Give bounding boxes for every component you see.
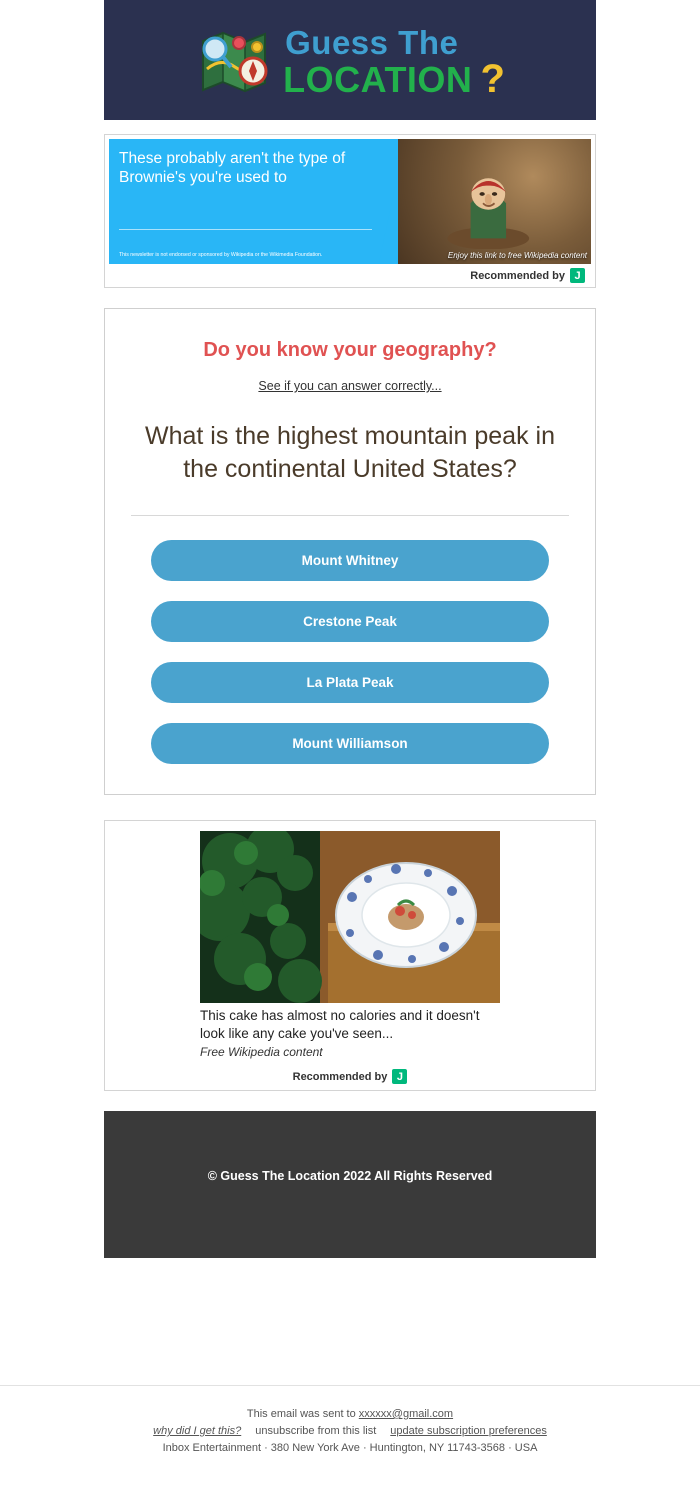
quiz-subtitle[interactable]: See if you can answer correctly... <box>258 379 442 393</box>
logo-question-mark: ? <box>480 56 505 101</box>
top-ad-headline: These probably aren't the type of Brownie's you're used to <box>119 150 346 187</box>
bottom-ad-text <box>200 1007 500 1059</box>
outbrain-badge-icon: J <box>570 268 585 283</box>
cake-photo-illustration <box>200 831 500 1003</box>
map-compass-icon <box>195 23 273 101</box>
mailing-address: Inbox Entertainment · 380 New York Ave · Huntington, NY 11743-3568 · USA <box>162 1442 538 1454</box>
bottom-advertisement[interactable] <box>104 820 596 1091</box>
top-ad-banner[interactable] <box>109 139 591 264</box>
quiz-card <box>104 308 596 795</box>
sent-to-label: This email was sent to <box>246 1408 359 1420</box>
copyright-text: © Guess The Location 2022 All Rights Reserved <box>207 1169 493 1184</box>
recommended-by-label: Recommended by <box>292 1070 388 1083</box>
sent-to-line <box>0 1408 700 1420</box>
top-ad-divider <box>119 229 372 230</box>
top-ad-image <box>398 139 591 264</box>
logo-text <box>283 23 505 101</box>
top-ad-image-caption: Enjoy this link to free Wikipedia content <box>447 251 587 260</box>
update-preferences-link[interactable]: update subscription preferences <box>390 1425 547 1437</box>
logo-guess-text: Guess The <box>285 23 459 61</box>
top-ad-disclaimer: This newsletter is not endorsed or sponsored by Wikipedia or the Wikimedia Foundation. <box>119 252 323 258</box>
quiz-question: What is the highest mountain peak in the continental United States? <box>145 422 555 483</box>
recommended-by-label: Recommended by <box>470 269 565 282</box>
email-header <box>104 0 596 120</box>
quiz-divider <box>131 515 569 516</box>
answer-option-3[interactable]: La Plata Peak <box>151 662 549 703</box>
bottom-ad-title[interactable]: This cake has almost no calories and it doesn't look like any cake you've seen... <box>200 1008 480 1042</box>
top-advertisement[interactable] <box>104 134 596 288</box>
bottom-ad-image[interactable] <box>200 831 500 1003</box>
why-did-i-get-this-link[interactable]: why did I get this? <box>153 1425 242 1437</box>
bottom-ad-subtitle: Free Wikipedia content <box>200 1045 323 1060</box>
outbrain-badge-icon: J <box>392 1069 407 1084</box>
bottom-ad-recommended-by[interactable] <box>113 1069 587 1084</box>
logo[interactable] <box>195 23 505 101</box>
unsubscribe-link[interactable]: unsubscribe from this list <box>255 1425 377 1437</box>
logo-location-text: LOCATION <box>283 58 473 100</box>
answer-option-2[interactable]: Crestone Peak <box>151 601 549 642</box>
email-footer-band <box>104 1111 596 1258</box>
legal-links-row <box>0 1425 700 1437</box>
top-ad-recommended-by[interactable] <box>109 264 591 285</box>
quiz-title: Do you know your geography? <box>203 339 497 361</box>
quiz-answer-list <box>129 540 571 764</box>
answer-option-1[interactable]: Mount Whitney <box>151 540 549 581</box>
brownie-illustration <box>444 157 533 250</box>
top-ad-text-panel <box>109 139 398 264</box>
recipient-email-link[interactable]: xxxxxx@gmail.com <box>358 1408 454 1420</box>
legal-footer <box>0 1385 700 1459</box>
answer-option-4[interactable]: Mount Williamson <box>151 723 549 764</box>
